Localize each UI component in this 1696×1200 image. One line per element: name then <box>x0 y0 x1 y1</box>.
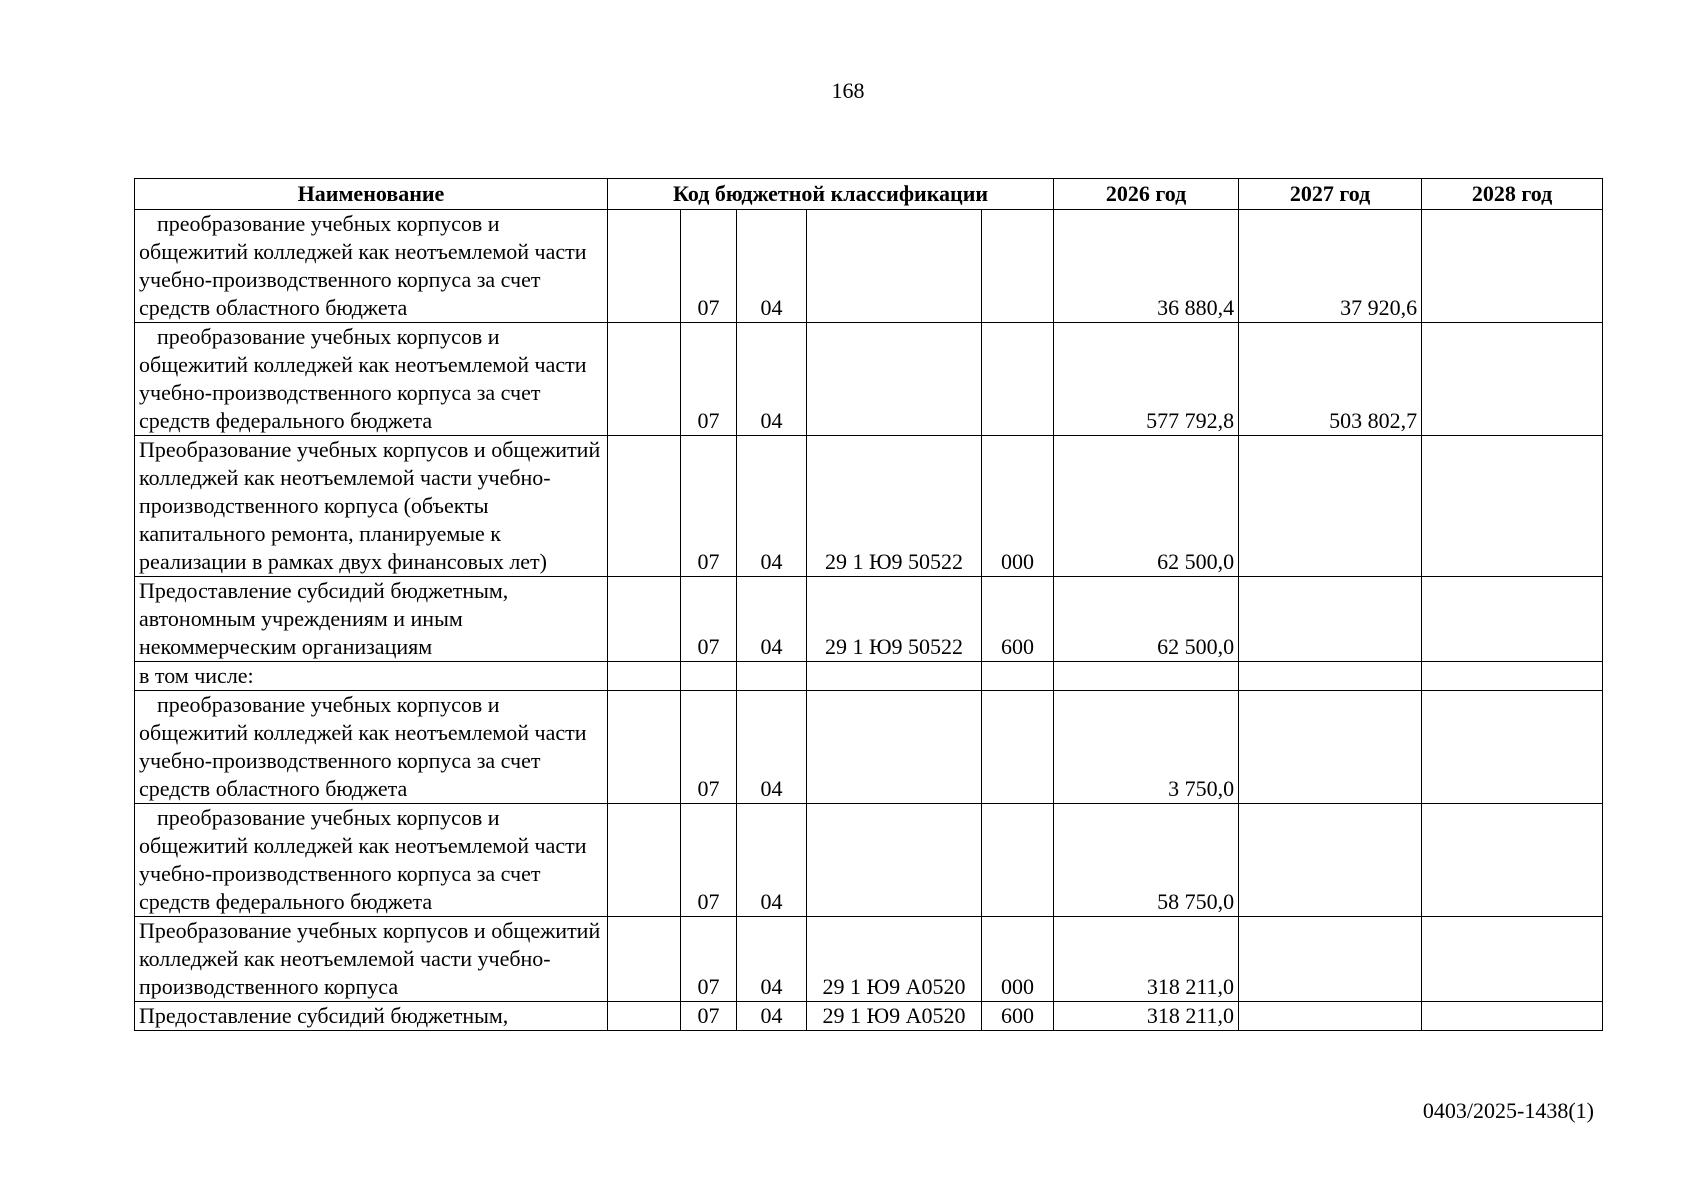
cell-name: преобразование учебных корпусов и общежитий колледжей как неотъемлемой части учебно-производственного корпуса за счет средств федерального бюджета <box>135 323 608 436</box>
cell-2026: 318 211,0 <box>1054 1002 1239 1031</box>
cell-name: преобразование учебных корпусов и общежитий колледжей как неотъемлемой части учебно-производственного корпуса за счет средств областного бюджета <box>135 210 608 323</box>
cell-expense-type <box>982 691 1054 804</box>
cell-name: в том числе: <box>135 662 608 691</box>
cell-2027 <box>1239 804 1422 917</box>
cell-subsection: 04 <box>737 323 807 436</box>
cell-2028 <box>1422 323 1603 436</box>
cell-2027: 37 920,6 <box>1239 210 1422 323</box>
cell-subsection: 04 <box>737 436 807 577</box>
document-number: 0403/2025-1438(1) <box>1422 1098 1594 1123</box>
cell-name: Преобразование учебных корпусов и общежитий колледжей как неотъемлемой части учебно-производственного корпуса (объекты капитального ремонта, планируемые к реализации в рамках двух финансовых лет) <box>135 436 608 577</box>
cell-section: 07 <box>681 804 737 917</box>
cell-section: 07 <box>681 577 737 662</box>
cell-expense-type: 600 <box>982 577 1054 662</box>
cell-2027 <box>1239 691 1422 804</box>
cell-subsection: 04 <box>737 691 807 804</box>
cell-section: 07 <box>681 691 737 804</box>
cell-expense-type: 000 <box>982 436 1054 577</box>
cell-name: преобразование учебных корпусов и общежитий колледжей как неотъемлемой части учебно-производственного корпуса за счет средств областного бюджета <box>135 691 608 804</box>
cell-2028 <box>1422 804 1603 917</box>
header-2028: 2028 год <box>1422 179 1603 210</box>
cell-section: 07 <box>681 323 737 436</box>
cell-2026: 318 211,0 <box>1054 917 1239 1002</box>
cell-target-article <box>807 323 982 436</box>
cell-blank <box>608 436 681 577</box>
cell-blank <box>608 804 681 917</box>
cell-expense-type: 000 <box>982 917 1054 1002</box>
cell-section: 07 <box>681 917 737 1002</box>
table-row <box>135 436 1603 577</box>
cell-blank <box>608 691 681 804</box>
cell-name: Предоставление субсидий бюджетным, автономным учреждениям и иным некоммерческим организациям <box>135 577 608 662</box>
cell-blank <box>608 1002 681 1031</box>
cell-name: преобразование учебных корпусов и общежитий колледжей как неотъемлемой части учебно-производственного корпуса за счет средств федерального бюджета <box>135 804 608 917</box>
cell-target-article: 29 1 Ю9 50522 <box>807 436 982 577</box>
table-row <box>135 210 1603 323</box>
table-row <box>135 917 1603 1002</box>
cell-2027 <box>1239 662 1422 691</box>
cell-2028 <box>1422 436 1603 577</box>
cell-blank <box>608 323 681 436</box>
header-2026: 2026 год <box>1054 179 1239 210</box>
cell-target-article <box>807 691 982 804</box>
cell-subsection: 04 <box>737 804 807 917</box>
table-row <box>135 804 1603 917</box>
cell-target-article <box>807 662 982 691</box>
cell-2026: 36 880,4 <box>1054 210 1239 323</box>
cell-blank <box>608 577 681 662</box>
cell-2027 <box>1239 917 1422 1002</box>
cell-target-article: 29 1 Ю9 50522 <box>807 577 982 662</box>
cell-target-article <box>807 210 982 323</box>
cell-subsection: 04 <box>737 917 807 1002</box>
cell-2026: 62 500,0 <box>1054 577 1239 662</box>
cell-name: Предоставление субсидий бюджетным, <box>135 1002 608 1031</box>
table-row <box>135 323 1603 436</box>
cell-2026: 3 750,0 <box>1054 691 1239 804</box>
budget-table <box>134 178 1603 1031</box>
cell-expense-type <box>982 323 1054 436</box>
cell-2026 <box>1054 662 1239 691</box>
cell-section: 07 <box>681 1002 737 1031</box>
cell-blank <box>608 662 681 691</box>
cell-expense-type <box>982 662 1054 691</box>
cell-2026: 58 750,0 <box>1054 804 1239 917</box>
cell-2028 <box>1422 1002 1603 1031</box>
cell-2028 <box>1422 691 1603 804</box>
table-row <box>135 577 1603 662</box>
cell-expense-type <box>982 210 1054 323</box>
cell-section: 07 <box>681 436 737 577</box>
cell-2027: 503 802,7 <box>1239 323 1422 436</box>
cell-2027 <box>1239 436 1422 577</box>
header-code: Код бюджетной классификации <box>608 179 1054 210</box>
cell-target-article: 29 1 Ю9 А0520 <box>807 917 982 1002</box>
cell-expense-type: 600 <box>982 1002 1054 1031</box>
cell-2027 <box>1239 1002 1422 1031</box>
cell-subsection: 04 <box>737 210 807 323</box>
cell-name: Преобразование учебных корпусов и общежитий колледжей как неотъемлемой части учебно-производственного корпуса <box>135 917 608 1002</box>
page-number: 168 <box>831 78 865 103</box>
cell-2028 <box>1422 917 1603 1002</box>
cell-target-article: 29 1 Ю9 А0520 <box>807 1002 982 1031</box>
cell-subsection: 04 <box>737 1002 807 1031</box>
header-name: Наименование <box>135 179 608 210</box>
cell-2026: 62 500,0 <box>1054 436 1239 577</box>
cell-subsection <box>737 662 807 691</box>
cell-blank <box>608 917 681 1002</box>
header-2027: 2027 год <box>1239 179 1422 210</box>
table-row <box>135 662 1603 691</box>
cell-blank <box>608 210 681 323</box>
cell-2027 <box>1239 577 1422 662</box>
cell-section: 07 <box>681 210 737 323</box>
cell-expense-type <box>982 804 1054 917</box>
header-row <box>135 179 1603 210</box>
cell-2028 <box>1422 662 1603 691</box>
cell-target-article <box>807 804 982 917</box>
cell-2028 <box>1422 210 1603 323</box>
table-row <box>135 691 1603 804</box>
cell-subsection: 04 <box>737 577 807 662</box>
table-row <box>135 1002 1603 1031</box>
cell-section <box>681 662 737 691</box>
cell-2026: 577 792,8 <box>1054 323 1239 436</box>
cell-2028 <box>1422 577 1603 662</box>
